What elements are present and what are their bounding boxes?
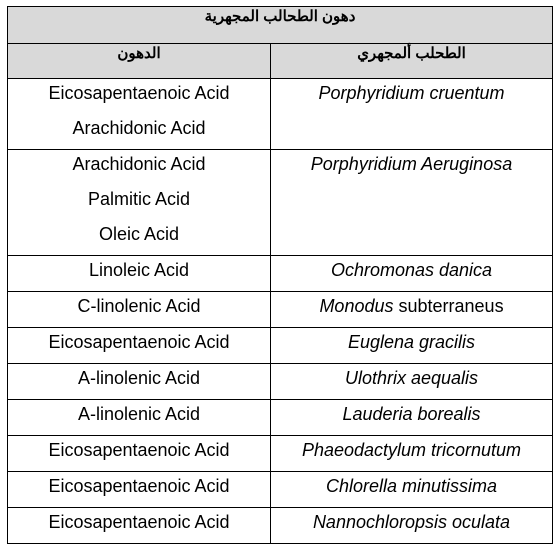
lipid-name: Eicosapentaenoic Acid	[48, 476, 230, 496]
microalga-name	[271, 400, 552, 435]
lipid-cell	[8, 364, 271, 400]
table-row	[8, 508, 553, 544]
microalga-name	[271, 508, 552, 543]
microalga-cell	[271, 472, 553, 508]
microalga-cell	[271, 328, 553, 364]
lipid-name: A-linolenic Acid	[77, 404, 201, 424]
lipid-name: Eicosapentaenoic Acid	[48, 332, 230, 352]
species-name: Euglena gracilis	[347, 332, 476, 352]
microalga-name	[271, 150, 552, 185]
lipid-cell	[8, 79, 271, 150]
lipid-name: Arachidonic Acid	[72, 154, 206, 174]
microalga-cell	[271, 256, 553, 292]
table-row	[8, 364, 553, 400]
species-name: Chlorella minutissima	[325, 476, 498, 496]
lipid-name: A-linolenic Acid	[77, 368, 201, 388]
table-row	[8, 472, 553, 508]
species-name: Lauderia borealis	[342, 404, 481, 424]
table-row	[8, 328, 553, 364]
title-row	[8, 7, 553, 44]
table-row	[8, 79, 553, 150]
microalga-cell	[271, 150, 553, 256]
lipid-cell	[8, 256, 271, 292]
microalgae-lipids-table	[7, 6, 553, 544]
microalga-cell	[271, 436, 553, 472]
lipid-name: C-linolenic Acid	[77, 296, 201, 316]
table-row	[8, 400, 553, 436]
lipid-name: Eicosapentaenoic Acid	[48, 440, 230, 460]
header-row	[8, 44, 553, 79]
species-name: Ulothrix aequalis	[344, 368, 479, 388]
lipid-cell	[8, 400, 271, 436]
lipid-cell	[8, 436, 271, 472]
microalga-cell	[271, 400, 553, 436]
species-name: Ochromonas danica	[330, 260, 493, 280]
microalga-name	[271, 256, 552, 291]
microalga-name	[271, 472, 552, 507]
lipid-name: Linoleic Acid	[88, 260, 190, 280]
lipid-cell	[8, 328, 271, 364]
lipid-cell	[8, 472, 271, 508]
header-lipids: الدهون	[8, 44, 271, 79]
table-row	[8, 256, 553, 292]
lipid-cell	[8, 292, 271, 328]
microalga-cell	[271, 508, 553, 544]
microalga-name	[271, 292, 552, 327]
species-name: Nannochloropsis oculata	[312, 512, 511, 532]
table-title: دهون الطحالب المجهرية	[8, 7, 553, 44]
lipid-name: Arachidonic Acid	[72, 118, 206, 138]
microalga-name	[271, 79, 552, 114]
microalga-name	[271, 328, 552, 363]
microalga-name	[271, 364, 552, 399]
species-name: Porphyridium cruentum	[318, 83, 505, 103]
species-name: Monodus	[319, 296, 394, 316]
species-name: Phaeodactylum tricornutum	[301, 440, 522, 460]
table-row	[8, 150, 553, 256]
microalga-cell	[271, 364, 553, 400]
microalga-cell	[271, 79, 553, 150]
species-name: Porphyridium Aeruginosa	[310, 154, 513, 174]
lipid-cell	[8, 150, 271, 256]
table-row	[8, 436, 553, 472]
lipid-cell	[8, 508, 271, 544]
table-row	[8, 292, 553, 328]
lipid-name: Eicosapentaenoic Acid	[48, 512, 230, 532]
lipid-name: Palmitic Acid	[87, 189, 191, 209]
microalga-name	[271, 436, 552, 471]
header-microalga: الطحلب ألمجهري	[271, 44, 553, 79]
lipid-name: Oleic Acid	[98, 224, 180, 244]
species-epithet: subterraneus	[393, 296, 504, 316]
lipid-name: Eicosapentaenoic Acid	[48, 83, 230, 103]
microalga-cell	[271, 292, 553, 328]
